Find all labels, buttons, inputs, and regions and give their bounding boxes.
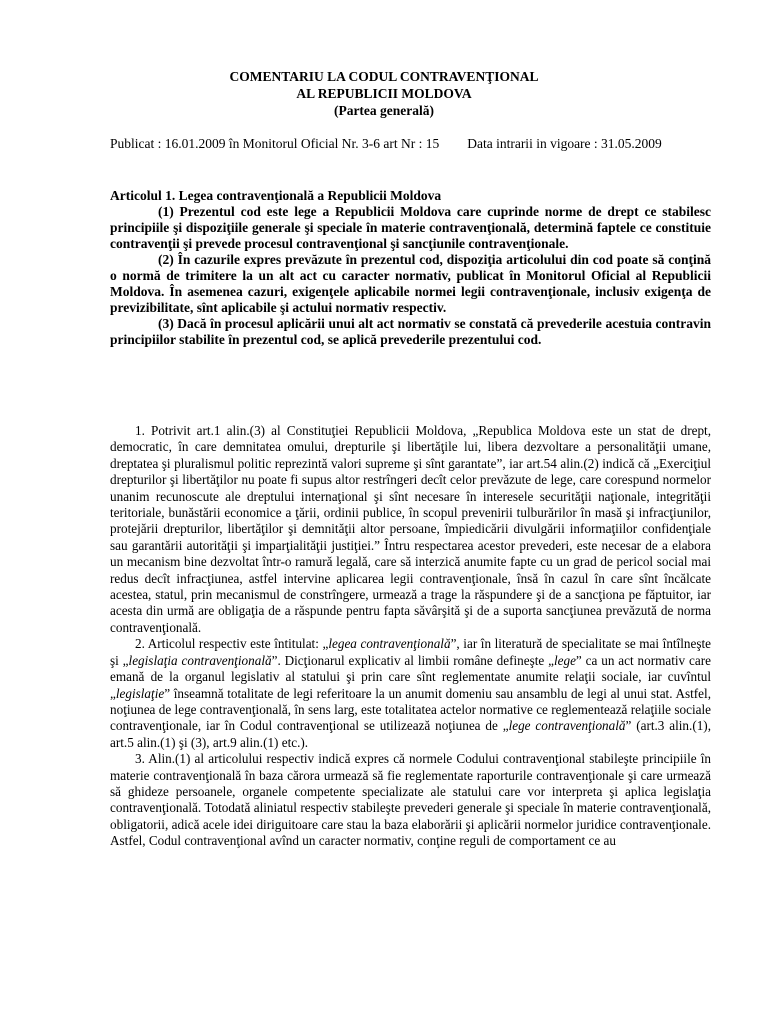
text-run: ” (art.3 alin.(1), art.5 alin.(1) şi (3), art.9 alin.(1) etc.). [110,718,711,750]
document-title [0,68,768,119]
article-paragraph-1: (1) Prezentul cod este lege a Republicii Moldova care cuprinde norme de drept ce stabilesc principiile şi dispoziţiile generale şi speciale în materie contravenţională, determină faptele ce constituie contravenţii şi prevede procesul contravenţional şi sancţiunile contravenţionale. [110,204,711,251]
italic-term: legislaţie [115,685,165,701]
publication-source: Publicat : 16.01.2009 în Monitorul Oficial Nr. 3-6 art Nr : 15 [110,136,440,151]
article-paragraph-3: (3) Dacă în procesul aplicării unui alt act normativ se constată că prevederile acestuia contravin principiilor stabilite în prezentul cod, se aplică prevederile prezentului cod. [110,316,711,347]
italic-term: legea contravenţională [328,636,451,652]
commentary [110,423,711,850]
italic-term: lege [553,652,576,668]
comment-paragraph-2 [110,636,711,751]
publication-info [110,136,711,152]
article-paragraph-2: (2) În cazurile expres prevăzute în prezentul cod, dispoziţia articolului din cod poate să conţină o normă de trimitere la un alt act cu caracter normativ, publicat în Monitorul Oficial al Republicii Moldova. În asemenea cazuri, exigenţele aplicabile normei legii contravenţionale, inclusiv exigenţa de previzibilitate, sînt aplicabile şi actului normativ respectiv. [110,252,711,315]
article-1 [110,188,711,348]
title-line-1: COMENTARIU LA CODUL CONTRAVENŢIONAL [229,69,539,84]
title-line-3: (Partea generală) [333,103,435,118]
comment-paragraph-1: 1. Potrivit art.1 alin.(3) al Constituţiei Republicii Moldova, „Republica Moldova este un stat de drept, democratic, în care demnitatea omului, drepturile şi libertăţile lui, libera dezvoltare a personalităţii umane, dreptatea şi pluralismul politic reprezintă valori supreme şi sînt garantate”, iar art.54 alin.(2) indică că „Exerciţiul drepturilor şi libertăţilor nu poate fi supus altor restrîngeri decît celor prevăzute de lege, care corespund normelor unanim recunoscute ale dreptului internaţional şi sînt necesare în interesele securităţii naţionale, integrităţii teritoriale, bunăstării economice a ţării, ordinii publice, în scopul prevenirii tulburărilor în masă şi infracţiunilor, protejării drepturilor, libertăţilor şi demnităţii altor persoane, împiedicării divulgării informaţiilor confidenţiale sau garantării autorităţii şi imparţialităţii justiţiei.” Întru respectarea acestor prevederi, este necesar de a elabora un mecanism bine dezvoltat într-o ramură legală, care să interzică anumite fapte cu un grad de pericol social mai redus decît infracţiunea, astfel intervine aplicarea legii contravenţionale, însă în cazul în care sînt încălcate acestea, statul, prin mecanismul de constrîngere, urmează a trage la răspundere şi de a sancţiona pe făptuitor, iar acesta din urmă are obligaţia de a răspunde pentru fapta săvârşită şi de a suporta sancţiunea prevăzută de norma contravenţională. [110,423,711,635]
text-run: ” înseamnă totalitate de legi referitoare la un anumit domeniu sau ansamblu de legi al unui stat. Astfel, noţiunea de lege contravenţională, în sens larg, este totalitatea actelor normative ce reglementează relaţiile sociale contravenţionale, iar în Codul contravenţional se utilizează noţiunea de „ [110,685,711,734]
text-run: 2. Articolul respectiv este întitulat: „ [135,636,329,652]
effective-date: Data intrarii in vigoare : 31.05.2009 [467,136,662,151]
article-heading: Articolul 1. Legea contravenţională a Republicii Moldova [110,188,442,203]
text-run: ”, iar în literatură de specialitate se mai întîlneşte şi „ [110,636,712,668]
comment-paragraph-3: 3. Alin.(1) al articolului respectiv indică expres că normele Codului contravenţional stabileşte principiile în materie contravenţională în baza cărora urmează să fie reglementate raporturile contravenţionale şi care urmează să ghideze persoanele, organele competente specializate ale statului care vor interpreta şi aplica legislaţia contravenţională. Totodată aliniatul respectiv stabileşte prevederi generale şi speciale în materie contravenţională, obligatorii, adică acele idei diriguitoare care stau la baza elaborării şi aplicării normelor juridice contravenţionale. Astfel, Codul contravenţional avînd un caracter normativ, conţine reguli de comportament ce au [110,751,711,849]
title-line-2: AL REPUBLICII MOLDOVA [296,86,472,101]
text-run: ” ca un act normativ care emană de la organul legislativ al statului şi prin care sînt reglementate anumite relaţii sociale, iar cuvîntul „ [110,652,711,701]
italic-term: lege contravenţională [508,718,626,734]
text-run: ”. Dicţionarul explicativ al limbii române defineşte „ [271,652,554,668]
italic-term: legislaţia contravenţională [128,652,272,668]
